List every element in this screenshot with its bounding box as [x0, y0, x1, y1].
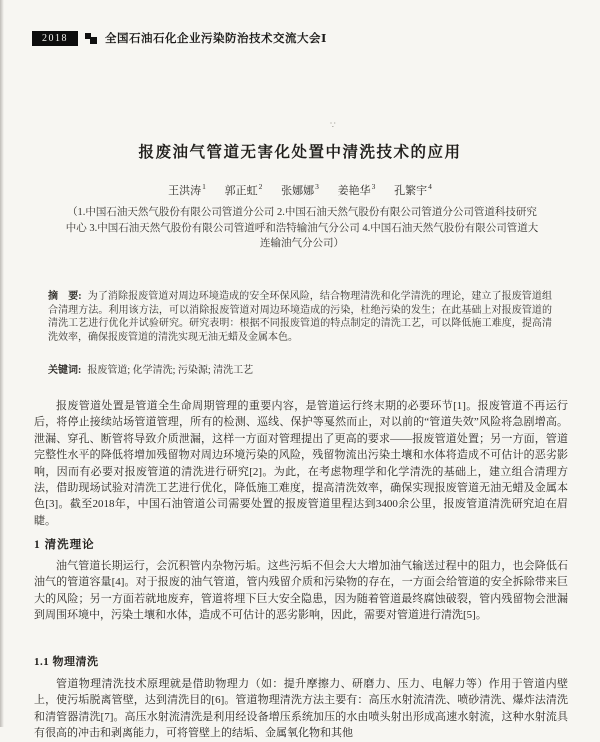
author-affiliation-ref: 1 — [202, 182, 206, 192]
author — [394, 182, 432, 197]
page-header — [32, 30, 327, 46]
keywords-line — [48, 361, 552, 376]
author-list — [0, 182, 600, 198]
year-badge: 2018 — [32, 31, 78, 46]
conference-logo-icon — [85, 32, 98, 45]
section-1-1-paragraph: 管道物理清洗技术原理就是借助物理力（如：提升摩擦力、研磨力、压力、电解力等）作用于管道内壁上，使污垢脱离管壁，达到清洗目的[6]。管道物理清洗方法主要有：高压水射流清洗、喷砂清洗、爆炸法清洗和清管器清洗[7]。高压水射流清洗是利用经设备增压系统加压的水由喷头射出形成高速水射流，这种水射流具有很高的冲击和剥离能力，可将管壁上的结垢、金属氧化物和其他 — [34, 678, 568, 740]
section-1-1-heading: 1.1 物理清洗 — [34, 656, 99, 668]
scan-edge-shadow — [0, 0, 4, 727]
logo-square-bottom — [90, 37, 97, 44]
author-name: 姜艳华 — [337, 185, 371, 197]
author-affiliation-ref: 4 — [428, 182, 432, 192]
abstract-label: 摘 要: — [48, 291, 82, 302]
author-name: 郭正虹 — [224, 185, 258, 197]
intro-paragraph: 报废管道处置是管道全生命周期管理的重要内容，是管道运行终末期的必要环节[1]。报废管道不再运行后，将停止接续站场管道管理，所有的检测、巡线、保护等戛然而止，对以前的“管道失效”风险将急剧增高。泄漏、穿孔、断管将导致介质泄漏，这样一方面对管理提出了更高的要求——报废管道处置；另一方面，管道完整性水平的降低将增加残留物对周边环境污染的风险，残留物流出污染土壤和水体将造成不可估计的恶劣影响，因而有必要对报废管道的清洗进行研究[2]。为此，在考虑物理学和化学清洗的基础上，建立组合清理方法，借助现场试验对清洗工艺进行优化，降低施工难度，提高清洗效率，确保实现报废管道无油无蜡及金属本色[3]。截至2018年，中国石油管道公司需要处置的报废管道里程达到3400余公里，报废管道清洗研究迫在眉睫。 — [34, 400, 568, 527]
author-name: 孔繁宇 — [394, 185, 428, 197]
conference-title: 全国石油石化企业污染防治技术交流大会Ⅰ — [105, 33, 327, 45]
keywords-label: 关键词: — [48, 365, 82, 376]
author-name: 王洪涛 — [168, 185, 202, 197]
abstract-text: 为了消除报废管道对周边环境造成的安全环保风险，结合物理清洗和化学清洗的理论，建立了报废管道组合清理方法。利用该方法，可以消除报废管道对周边环境造成的污染，杜绝污染的发生；在此基础上对报废管道的清洗工艺进行优化并试验研究。研究表明：根据不同报废管道的特点制定的清洗工艺，可以降低施工难度，提高清洗效率，确保报废管道的清洗实现无油无蜡及金属本色。 — [48, 291, 552, 343]
author — [337, 182, 376, 197]
author-affiliation-ref: 2 — [258, 182, 263, 192]
keywords-text: 报废管道; 化学清洗; 污染源; 清洗工艺 — [87, 365, 254, 376]
author — [224, 182, 263, 197]
author — [168, 182, 206, 197]
author-affiliation-ref: 3 — [315, 182, 319, 192]
abstract-paragraph — [48, 290, 552, 344]
article-title: 报废油气管道无害化处置中清洗技术的应用 — [138, 144, 462, 161]
author — [281, 182, 319, 197]
section-1-paragraph: 油气管道长期运行，会沉积管内杂物污垢。这些污垢不但会大大增加油气输送过程中的阻力，也会降低石油气的管道容量[4]。对于报废的油气管道，管内残留介质和污染物的存在，一方面会给管道的安全拆除带来巨大的风险；另一方面若就地废弃，管道将埋下巨大安全隐患，因为随着管道最终腐蚀破裂，管内残留物会泄漏到周围环境中，污染土壤和水体，造成不可估计的恶劣影响，因此，需要对管道进行清洗[5]。 — [34, 560, 568, 622]
scan-artifact-mark: ∵ — [330, 120, 336, 130]
section-1-heading: 1 清洗理论 — [34, 539, 95, 551]
author-name: 张娜娜 — [281, 185, 315, 197]
affiliation-block: （1.中国石油天然气股份有限公司管道分公司 2.中国石油天然气股份有限公司管道分公司管道科技研究中心 3.中国石油天然气股份有限公司管道呼和浩特输油气分公司 4.中国石油天然气股份有限公司管道大连输油气分公司） — [65, 207, 539, 249]
author-affiliation-ref: 3 — [371, 182, 376, 192]
